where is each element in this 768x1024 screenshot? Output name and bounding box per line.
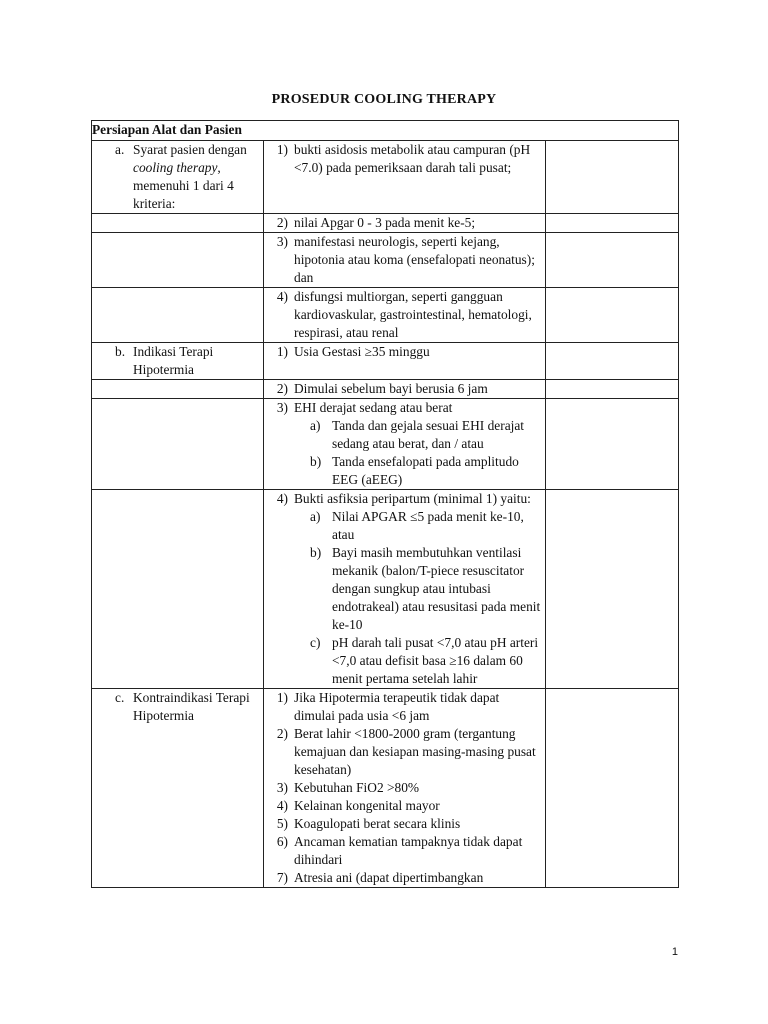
item-number: 2) [276, 726, 288, 741]
table-row [92, 689, 679, 888]
sub-item-text: Tanda ensefalopati pada amplitudo EEG (aEEG) [332, 454, 519, 487]
page-title: PROSEDUR COOLING THERAPY [271, 92, 497, 107]
criteria-cell [264, 141, 546, 214]
item-number: 2) [276, 215, 288, 230]
notes-cell [546, 490, 679, 689]
item-number: 2) [276, 381, 288, 396]
sub-item-number: b) [310, 545, 322, 560]
item-number: 3) [276, 234, 288, 249]
item-text: nilai Apgar 0 - 3 pada menit ke-5; [294, 215, 476, 230]
item-text: Atresia ani (dapat dipertimbangkan [294, 870, 484, 885]
section-c-cell [92, 689, 264, 888]
item-text: Berat lahir <1800-2000 gram (tergantung kemajuan dan kesiapan masing-masing pusat kesehatan) [294, 726, 536, 777]
table-row [92, 343, 679, 380]
section-b-label: Indikasi Terapi Hipotermia [133, 344, 214, 377]
item-text: Dimulai sebelum bayi berusia 6 jam [294, 381, 488, 396]
sub-item-number: c) [310, 635, 321, 650]
table-row [92, 141, 679, 214]
item-text: manifestasi neurologis, seperti kejang, hipotonia atau koma (ensefalopati neonatus); dan [294, 234, 535, 285]
item-text: Kelainan kongenital mayor [294, 798, 440, 813]
notes-cell [546, 689, 679, 888]
sub-item-text: Tanda dan gejala sesuai EHI derajat sedang atau berat, dan / atau [332, 418, 525, 451]
section-header: Persiapan Alat dan Pasien [92, 121, 679, 141]
item-number: 4) [276, 289, 288, 304]
notes-cell [546, 343, 679, 380]
table-row [92, 288, 679, 343]
item-text: Usia Gestasi ≥35 minggu [294, 344, 430, 359]
notes-cell [546, 233, 679, 288]
item-number: 1) [276, 344, 288, 359]
item-text: Kebutuhan FiO2 >80% [294, 780, 420, 795]
sub-item-text: Bayi masih membutuhkan ventilasi mekanik (balon/T-piece resuscitator dengan sungkup atau intubasi endotrakeal) atau resusitasi pada menit ke-10 [332, 545, 541, 632]
item-number: 5) [276, 816, 288, 831]
section-b-cell [92, 343, 264, 380]
item-text: Bukti asfiksia peripartum (minimal 1) yaitu: [294, 491, 531, 506]
section-c-label: Kontraindikasi Terapi Hipotermia [133, 690, 250, 723]
table-header-row [92, 121, 679, 141]
item-number: 1) [276, 142, 288, 157]
notes-cell [546, 214, 679, 233]
item-number: 6) [276, 834, 288, 849]
section-a-label: Syarat pasien dengan cooling therapy, memenuhi 1 dari 4 kriteria: [133, 142, 247, 211]
section-letter: c. [115, 690, 125, 705]
procedure-table [91, 120, 679, 888]
item-text: bukti asidosis metabolik atau campuran (pH <7.0) pada pemeriksaan darah tali pusat; [294, 142, 531, 175]
item-number: 3) [276, 780, 288, 795]
item-number: 1) [276, 690, 288, 705]
section-letter: b. [115, 344, 126, 359]
item-number: 3) [276, 400, 288, 415]
sub-item-number: a) [310, 509, 321, 524]
notes-cell [546, 380, 679, 399]
sub-item-number: b) [310, 454, 322, 469]
notes-cell [546, 288, 679, 343]
table-row [92, 399, 679, 490]
table-row [92, 380, 679, 399]
section-a-cell [92, 141, 264, 214]
table-row [92, 233, 679, 288]
sub-item-number: a) [310, 418, 321, 433]
item-text: Koagulopati berat secara klinis [294, 816, 461, 831]
item-number: 4) [276, 798, 288, 813]
item-text: disfungsi multiorgan, seperti gangguan kardiovaskular, gastrointestinal, hematologi, respirasi, atau renal [294, 289, 532, 340]
item-number: 7) [276, 870, 288, 885]
item-text: Ancaman kematian tampaknya tidak dapat dihindari [294, 834, 523, 867]
item-text: Jika Hipotermia terapeutik tidak dapat dimulai pada usia <6 jam [294, 690, 500, 723]
table-row [92, 214, 679, 233]
sub-item-text: pH darah tali pusat <7,0 atau pH arteri <7,0 atau defisit basa ≥16 dalam 60 menit pertama setelah lahir [332, 635, 539, 686]
item-text: EHI derajat sedang atau berat [294, 400, 453, 415]
sub-item-text: Nilai APGAR ≤5 pada menit ke-10, atau [332, 509, 524, 542]
item-number: 4) [276, 491, 288, 506]
page-number: 1 [671, 946, 678, 958]
table-row [92, 490, 679, 689]
section-letter: a. [115, 142, 125, 157]
notes-cell [546, 141, 679, 214]
notes-cell [546, 399, 679, 490]
